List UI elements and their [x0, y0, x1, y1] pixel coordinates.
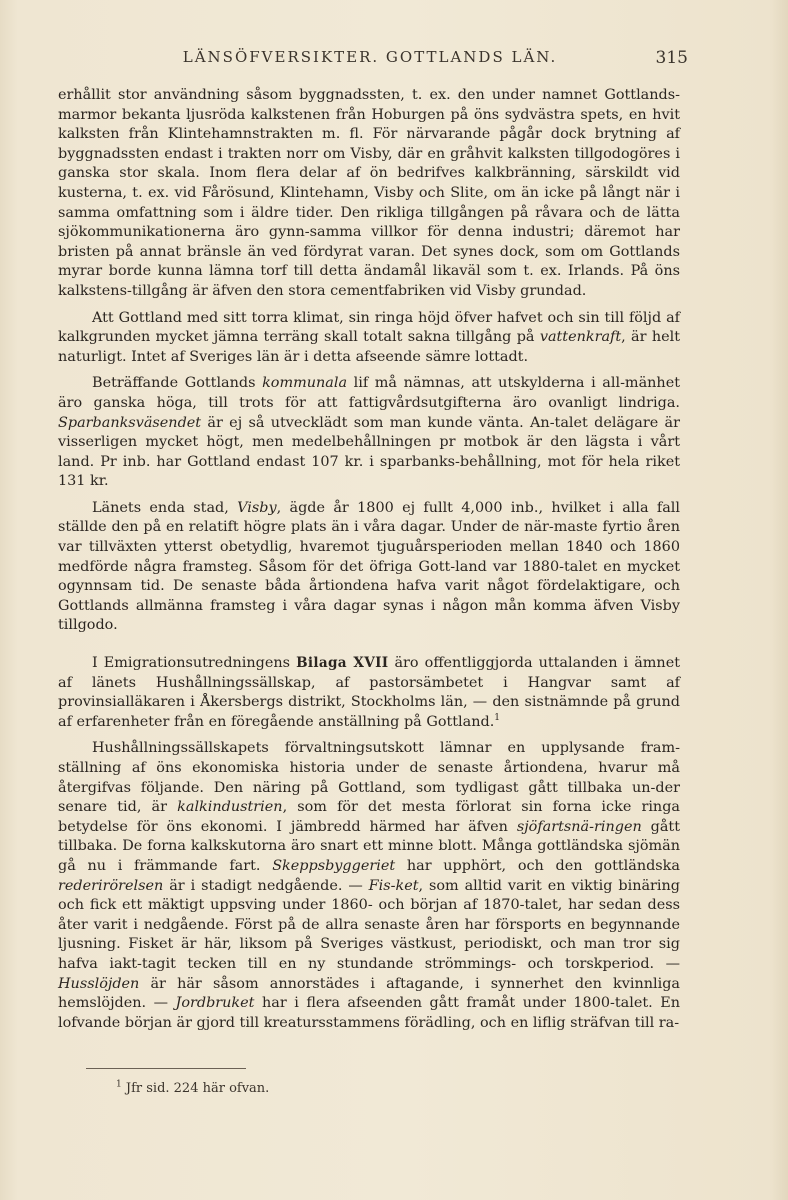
emphasis-term: Visby	[237, 499, 277, 516]
footnote-divider	[86, 1068, 246, 1069]
paragraph-municipal: Beträffande Gottlands kommunala lif må nämnas, att utskylderna i all-mänhet äro ganska höga, till trots för att fattigvårdsutgifterna äro ovanligt lindriga. Sparbanksväsendet är ej så utvecklädt som man kunde vänta. An-talet delägare är visserligen mycket högt, men medelbehållningen pr motbok är den lägsta i vårt land. Pr inb. har Gottland endast 107 kr. i sparbanks-behållning, mot för hela riket 131 kr.	[58, 375, 680, 490]
paragraph-visby: Länets enda stad, Visby, ägde år 1800 ej fullt 4,000 inb., hvilket i alla fall ställde den på en relatift högre plats än i våra dagar. Under de när-maste fyrtio åren var tillväxten ytterst obetydlig, hvaremot tjuguårsperioden mellan 1840 och 1860 medförde några framsteg. Såsom för det öfriga Gott-land var 1880-talet en mycket ogynnsam tid. De senaste båda årtiondena hafva varit något fördelaktigare, och Gottlands allmänna framsteg i våra dagar synas i någon mån komma äfven Visby tillgodo.	[58, 499, 680, 634]
emphasis-term: Husslöjden	[58, 975, 140, 992]
emphasis-term: Fis-ket	[368, 877, 419, 894]
paragraph-economy: Hushållningssällskapets förvaltningsutskott lämnar en upplysande fram-ställning af öns ekonomiska historia under de senaste årtiondena, hvarur må återgifvas följande. Den näring på Gottland, som tydligast gått tillbaka un-der senare tid, är kalkindustrien, som för det mesta förlorat sin forna icke ringa betydelse för öns ekonomi. I jämbredd härmed har äfven sjöfartsnä-ringen gått tillbaka. De forna kalkskutorna äro snart ett minne blott. Många gottländska sjömän gå nu i främmande fart. Skeppsbyggeriet har upphört, och den gottländska rederirörelsen är i stadigt nedgående. — Fis-ket, som alltid varit en viktig binäring och fick ett mäktigt uppsving under 1860- och början af 1870-talet, har sedan dess åter varit i nedgående. Först på de allra senaste åren har försports en begynnande ljusning. Fisket är här, liksom på Sveriges västkust, periodiskt, och man tror sig hafva iakt-tagit tecken till en ny stundande strömmings- och torskperiod. — Husslöjden är här såsom annorstädes i aftagande, i synnerhet den kvinnliga hemslöjden. — Jordbruket har i flera afseenden gått framåt under 1800-talet. En lofvande början är gjord till kreatursstammens förädling, och en liflig sträfvan till ra-	[58, 740, 681, 1031]
page-header	[52, 48, 688, 70]
footnote-ref: 1	[494, 713, 501, 724]
paragraph-limestone: erhållit stor användning såsom byggnadssten, t. ex. den under namnet Gottlands-marmor bekanta ljusröda kalkstenen från Hoburgen på öns sydvästra spets, en hvit kalksten från Klintehamnstrakten m. fl. För närvarande pågår dock brytning af byggnadssten endast i trakten norr om Visby, där en gråhvit kalksten tillgodogöres i ganska stor skala. Inom flera delar af ön bedrifves kalkbränning, särskildt vid kusterna, t. ex. vid Fårösund, Klintehamn, Visby och Slite, om än icke på långt när i samma omfattning som i äldre tider. Den rikliga tillgången på råvara och de lätta sjökommunikationerna äro gynn-samma villkor för denna industri; däremot har bristen på annat bränsle än ved fördyrat varan. Det synes dock, som om Gottlands myrar borde kunna lämna torf till detta ändamål likaväl som t. ex. Irlands. På öns kalkstens-tillgång är äfven den stora cementfabriken vid Visby grundad.	[58, 87, 680, 299]
footnote	[116, 1081, 269, 1096]
emphasis-term: kommunala	[262, 375, 348, 392]
footnote-marker: 1	[116, 1079, 122, 1090]
emphasis-term: Sparbanksväsendet	[58, 414, 202, 431]
page-number: 315	[655, 48, 688, 68]
paragraph-waterpower: Att Gottland med sitt torra klimat, sin ringa höjd öfver hafvet och sin till följd af kalkgrunden mycket jämna terräng skall totalt sakna tillgång på vattenkraft, är helt naturligt. Intet af Sveriges län är i detta afseende sämre lottadt.	[58, 309, 680, 365]
emphasis-term: sjöfartsnä-ringen	[516, 818, 642, 835]
emphasis-term: Jordbruket	[175, 995, 255, 1012]
running-title: LÄNSÖFVERSIKTER. GOTTLANDS LÄN.	[182, 48, 558, 66]
emphasis-term: vattenkraft	[539, 329, 622, 346]
emphasis-term: Skeppsbyggeriet	[272, 857, 396, 874]
paragraph-emigration: I Emigrationsutredningens Bilaga XVII äro offentliggjorda uttalanden i ämnet af länets Hushållningssällskap, af pastorsämbetet i Hangvar samt af provinsialläkaren i Åkersbergs distrikt, Stockholms län, — den sistnämnde på grund af erfarenheter från en föregående anställning på Gottland.$^1$	[58, 655, 680, 730]
body-text	[58, 86, 680, 1040]
emphasis-term: rederirörelsen	[58, 877, 164, 894]
bold-term: Bilaga XVII	[296, 655, 389, 672]
emphasis-term: kalkindustrien	[177, 799, 283, 816]
footnote-text: Jfr sid. 224 här ofvan.	[121, 1081, 270, 1096]
